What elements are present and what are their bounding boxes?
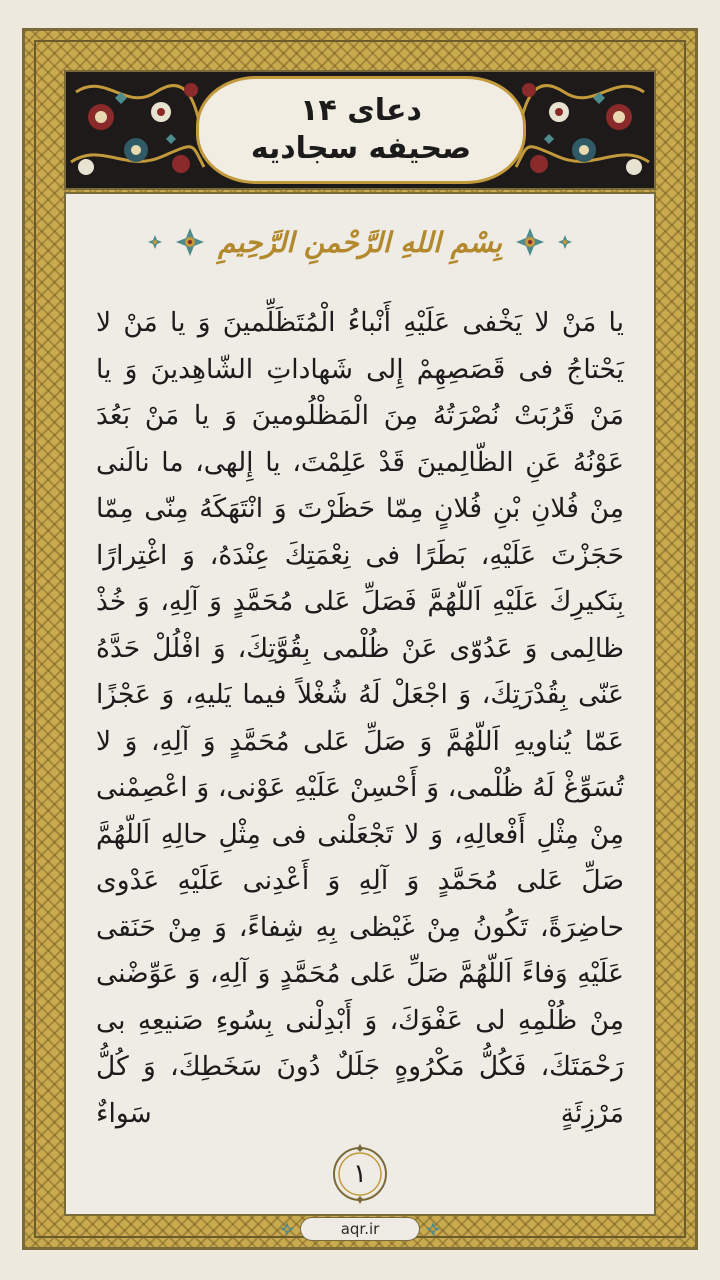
prayer-body-text: يا مَنْ لا يَخْفى‌ عَلَيْهِ أَنْباءُ الْمُتَظَلِّمينَ وَ يا مَنْ لا يَحْتاجُ فى‌ قَصَصِهِمْ إِلى‌ شَهاداتِ الشّاهِدينَ وَ يا مَنْ قَرُبَتْ نُصْرَتُهُ مِنَ الْمَظْلُومينَ وَ يا مَنْ بَعُدَ عَوْنُهُ عَنِ الظّالِمينَ قَدْ عَلِمْتَ، يا إِلهى، ما نالَنى‌ مِنْ فُلانِ بْنِ فُلانٍ مِمّا حَظَرْتَ وَ انْتَهَكَهُ مِنّى‌ مِمّا حَجَزْتَ عَلَيْهِ، بَطَرًا فى‌ نِعْمَتِكَ عِنْدَهُ، وَ اغْتِرارًا بِنَكيرِكَ عَلَيْهِ اَللّهُمَّ فَصَلِّ عَلى‌ مُحَمَّدٍ وَ آلِهِ، وَ خُذْ ظالِمى‌ وَ عَدُوّى‌ عَنْ ظُلْمى‌ بِقُوَّتِكَ، وَ افْلُلْ حَدَّهُ عَنّى‌ بِقُدْرَتِكَ، وَ اجْعَلْ لَهُ شُغْلاً فيما يَليهِ، وَ عَجْزًا عَمّا يُناويهِ اَللّهُمَّ وَ صَلِّ عَلى‌ مُحَمَّدٍ وَ آلِهِ، وَ لا تُسَوِّغْ لَهُ ظُلْمى‌، وَ أَحْسِنْ عَلَيْهِ عَوْنى‌، وَ اعْصِمْنى‌ مِنْ مِثْلِ أَفْعالِهِ، وَ لا تَجْعَلْنى‌ فى‌ مِثْلِ حالِهِ اَللّهُمَّ صَلِّ عَلى‌ مُحَمَّدٍ وَ آلِهِ وَ أَعْدِنى‌ عَلَيْهِ عَدْوى‌ حاضِرَةً، تَكُونُ مِنْ غَيْظى‌ بِهِ شِفاءً، وَ مِنْ حَنَقى‌ عَلَيْهِ وَفاءً اَللّهُمَّ صَلِّ عَلى‌ مُحَمَّدٍ وَ آلِهِ، وَ عَوِّضْنى‌ مِنْ ظُلْمِهِ لى‌ عَفْوَكَ، وَ أَبْدِلْنى‌ بِسُوءِ صَنيعِهِ بى‌ رَحْمَتَكَ، فَكُلُّ مَكْرُوهٍ جَلَلٌ دُونَ سَخَطِكَ، وَ كُلُّ مَرْزِئَةٍ سَواءٌ [96, 307, 624, 1129]
title-cartouche [196, 76, 526, 184]
page-number-medallion [330, 1144, 390, 1204]
header-band [64, 70, 656, 190]
rosette-icon [148, 235, 162, 249]
basmala-text: بِسْمِ اللهِ الرَّحْمنِ الرَّحِيمِ [218, 225, 502, 259]
rosette-icon [280, 1222, 294, 1236]
book-title: صحیفه سجادیه [250, 131, 472, 166]
site-link[interactable]: aqr.ir [300, 1217, 420, 1241]
floral-ornament-icon [66, 72, 206, 188]
rosette-icon [558, 235, 572, 249]
rosette-icon [516, 228, 544, 256]
prayer-number-title: دعای ۱۴ [300, 93, 422, 128]
rosette-icon [176, 228, 204, 256]
page-number: ۱ [353, 1159, 367, 1189]
rosette-icon [426, 1222, 440, 1236]
basmala-row [64, 212, 656, 272]
floral-ornament-icon [514, 72, 654, 188]
